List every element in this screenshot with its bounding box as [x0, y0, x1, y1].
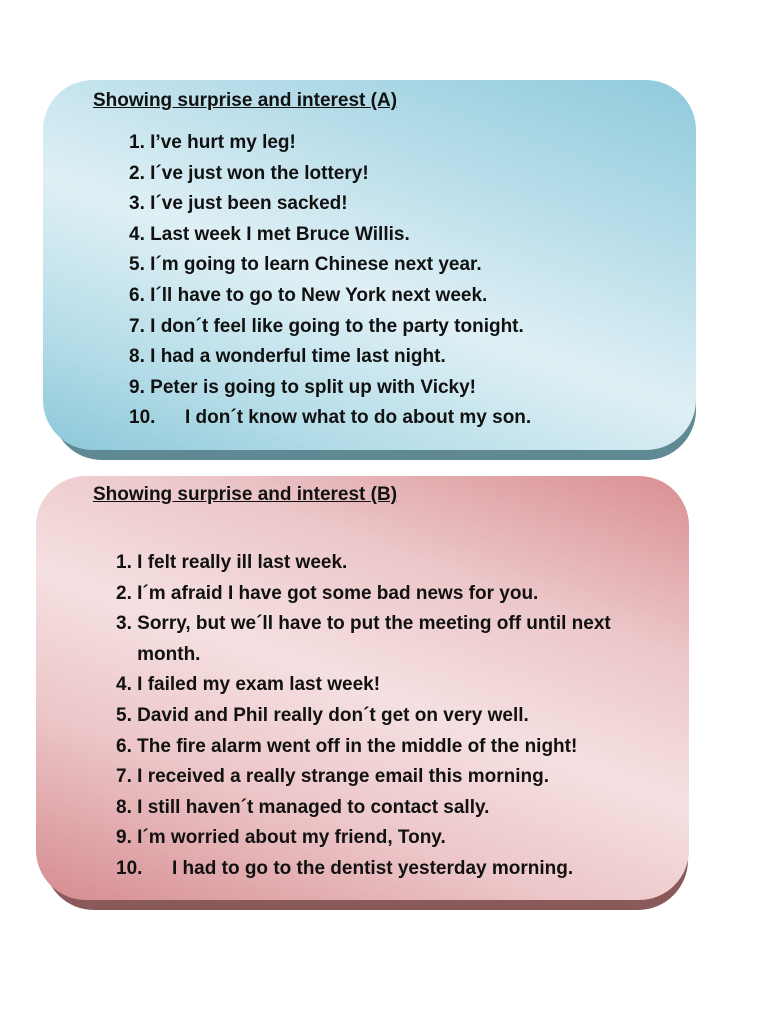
- list-item: [129, 312, 689, 343]
- list-item: [116, 548, 676, 579]
- card-b: [36, 476, 689, 900]
- item-text: I´ll have to go to New York next week.: [150, 284, 488, 306]
- list-item: [116, 793, 676, 824]
- item-text: I had a wonderful time last night.: [150, 346, 446, 368]
- list-item: [129, 159, 689, 190]
- list-item: [129, 250, 689, 281]
- item-text: I felt really ill last week.: [137, 552, 348, 573]
- item-text: I´ve just won the lottery!: [150, 162, 369, 184]
- item-text: Peter is going to split up with Vicky!: [150, 376, 476, 398]
- item-number: 6.: [116, 735, 132, 757]
- item-text: I’ve hurt my leg!: [150, 132, 296, 153]
- item-number: 4.: [116, 674, 132, 696]
- item-number: 3.: [129, 193, 145, 215]
- item-number: 6.: [129, 284, 145, 306]
- list-item: [116, 732, 676, 763]
- list-item: [129, 128, 689, 159]
- item-text: I´m going to learn Chinese next year.: [150, 254, 482, 276]
- item-number: 7.: [116, 766, 132, 788]
- list-item: [116, 579, 676, 610]
- card-a: [43, 80, 696, 450]
- item-text: Sorry, but we´ll have to put the meeting off until next month.: [137, 613, 611, 665]
- item-number: 4.: [129, 223, 145, 245]
- item-number: 9.: [129, 376, 145, 398]
- item-number: 5.: [129, 254, 145, 276]
- item-text: I failed my exam last week!: [137, 674, 381, 696]
- card-b-list: [116, 548, 676, 885]
- list-item: [116, 609, 676, 670]
- list-item: [129, 403, 689, 434]
- list-item: [129, 281, 689, 312]
- item-number: 8.: [116, 796, 132, 818]
- item-text: I received a really strange email this morning.: [137, 766, 549, 788]
- list-item: [116, 823, 676, 854]
- item-number: 10.: [116, 857, 143, 879]
- list-item: [129, 342, 689, 373]
- item-number: 2.: [116, 582, 132, 604]
- list-item: [116, 854, 676, 885]
- list-item: [129, 189, 689, 220]
- item-text: Last week I met Bruce Willis.: [150, 223, 410, 245]
- list-item: [129, 220, 689, 251]
- item-number: 1.: [116, 552, 132, 573]
- item-number: 9.: [116, 827, 132, 849]
- item-text: I´m worried about my friend, Tony.: [137, 827, 446, 849]
- item-number: 1.: [129, 132, 145, 153]
- item-number: 10.: [129, 407, 156, 429]
- list-item: [116, 701, 676, 732]
- item-text: I don´t know what to do about my son.: [185, 407, 532, 429]
- item-text: I had to go to the dentist yesterday morning.: [172, 857, 574, 879]
- list-item: [129, 373, 689, 404]
- item-number: 8.: [129, 346, 145, 368]
- list-item: [116, 670, 676, 701]
- item-number: 2.: [129, 162, 145, 184]
- item-text: I still haven´t managed to contact sally.: [137, 796, 490, 818]
- item-text: The fire alarm went off in the middle of the night!: [137, 735, 578, 757]
- item-text: I´ve just been sacked!: [150, 193, 348, 215]
- list-item: [116, 762, 676, 793]
- card-a-list: [129, 128, 689, 434]
- item-text: I´m afraid I have got some bad news for you.: [137, 582, 539, 604]
- item-text: David and Phil really don´t get on very well.: [137, 704, 529, 726]
- item-text: I don´t feel like going to the party tonight.: [150, 315, 524, 337]
- card-a-title: Showing surprise and interest (A): [93, 90, 398, 111]
- item-number: 7.: [129, 315, 145, 337]
- card-b-title: Showing surprise and interest (B): [93, 484, 398, 505]
- item-number: 3.: [116, 613, 132, 635]
- item-number: 5.: [116, 704, 132, 726]
